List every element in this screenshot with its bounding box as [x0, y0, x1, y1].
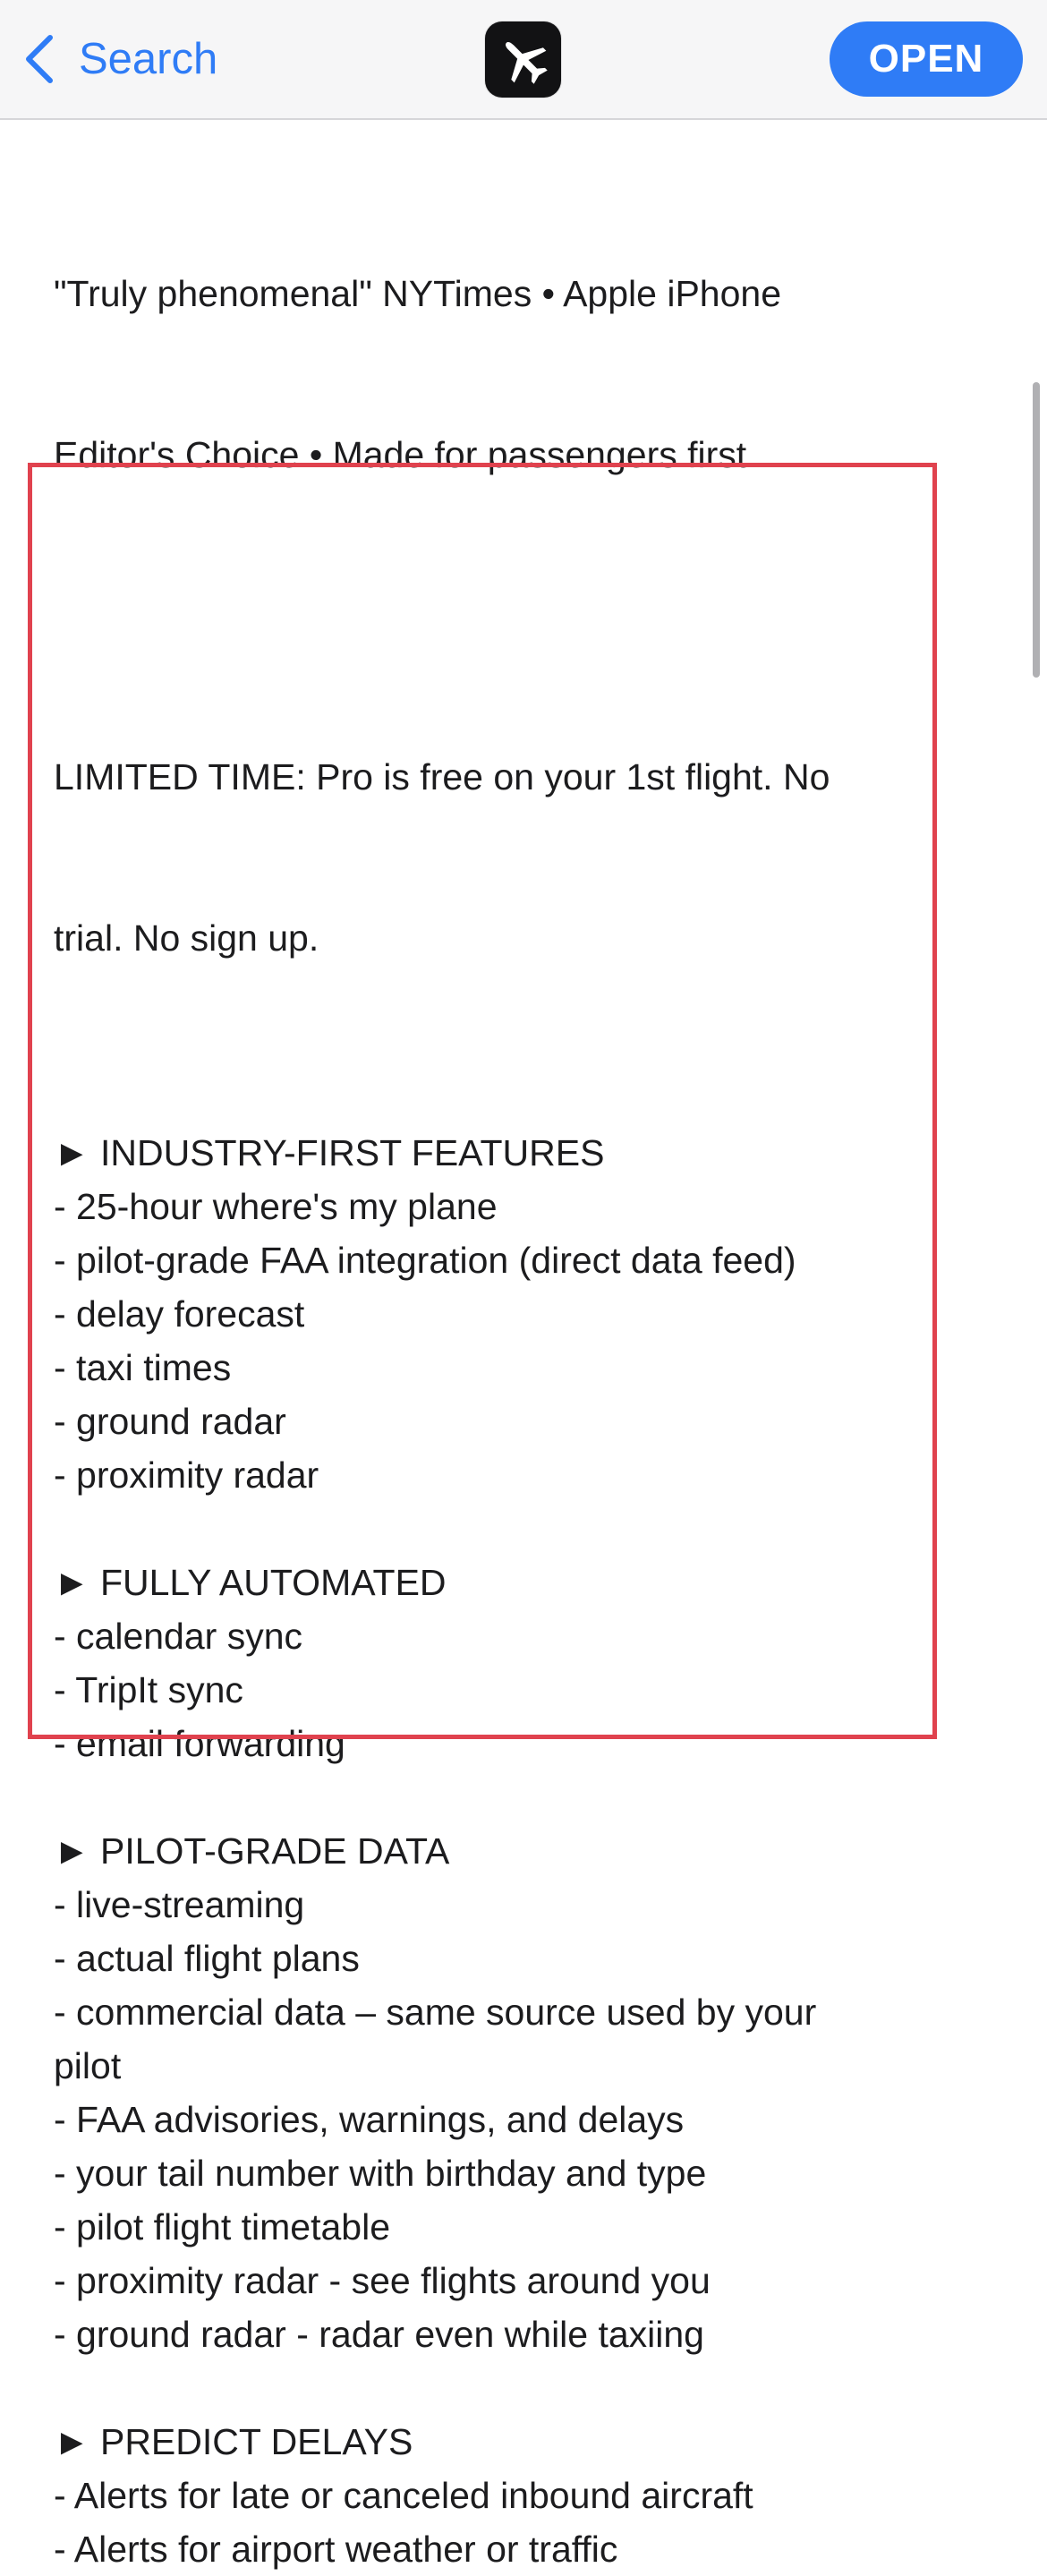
list-item: - calendar sync — [54, 1616, 303, 1657]
list-item: - proximity radar - see flights around you — [54, 2260, 711, 2301]
list-item: - proximity radar — [54, 1454, 319, 1496]
back-button[interactable] — [21, 27, 217, 91]
list-item: - your tail number with birthday and type — [54, 2153, 707, 2194]
section-pilot-grade-data — [54, 1824, 949, 2361]
limited-line: LIMITED TIME: Pro is free on your 1st flight. No — [54, 756, 830, 798]
section-predict-delays — [54, 2415, 949, 2576]
list-item: - Alerts for airport weather or traffic — [54, 2529, 618, 2570]
list-item: - ground radar — [54, 1401, 286, 1442]
back-label: Search — [79, 34, 218, 83]
list-item: - taxi times — [54, 1347, 232, 1388]
list-item: - live-streaming — [54, 1884, 305, 1925]
intro-line: Editor's Choice • Made for passengers first — [54, 434, 747, 475]
app-description — [54, 159, 949, 2576]
list-item: - commercial data – same source used by your — [54, 1992, 817, 2033]
scroll-indicator[interactable] — [1033, 382, 1040, 678]
intro-line: "Truly phenomenal" NYTimes • Apple iPhone — [54, 273, 781, 314]
list-item: - delay forecast — [54, 1293, 305, 1335]
chevron-left-icon — [21, 32, 57, 86]
list-item: - actual flight plans — [54, 1938, 360, 1979]
navigation-bar — [0, 0, 1047, 120]
section-heading: ► INDUSTRY-FIRST FEATURES — [54, 1132, 605, 1173]
list-item: - pilot flight timetable — [54, 2206, 391, 2248]
list-item: - FAA advisories, warnings, and delays — [54, 2099, 685, 2140]
section-heading: ► FULLY AUTOMATED — [54, 1562, 447, 1603]
section-heading: ► PILOT-GRADE DATA — [54, 1830, 450, 1872]
open-button[interactable]: OPEN — [830, 21, 1023, 97]
airplane-icon — [496, 32, 551, 88]
limited-line: trial. No sign up. — [54, 917, 319, 959]
section-industry-first — [54, 1126, 949, 1502]
list-item: - email forwarding — [54, 1723, 345, 1764]
section-fully-automated — [54, 1556, 949, 1770]
list-item: pilot — [54, 2045, 122, 2086]
limited-time-paragraph — [54, 643, 949, 1072]
list-item: - Alerts for late or canceled inbound aircraft — [54, 2475, 753, 2516]
intro-paragraph — [54, 159, 949, 589]
list-item: - TripIt sync — [54, 1669, 243, 1710]
section-heading: ► PREDICT DELAYS — [54, 2421, 413, 2462]
list-item: - pilot-grade FAA integration (direct data feed) — [54, 1240, 796, 1281]
list-item: - 25-hour where's my plane — [54, 1186, 498, 1227]
app-icon — [485, 21, 561, 98]
list-item: - ground radar - radar even while taxiing — [54, 2314, 704, 2355]
